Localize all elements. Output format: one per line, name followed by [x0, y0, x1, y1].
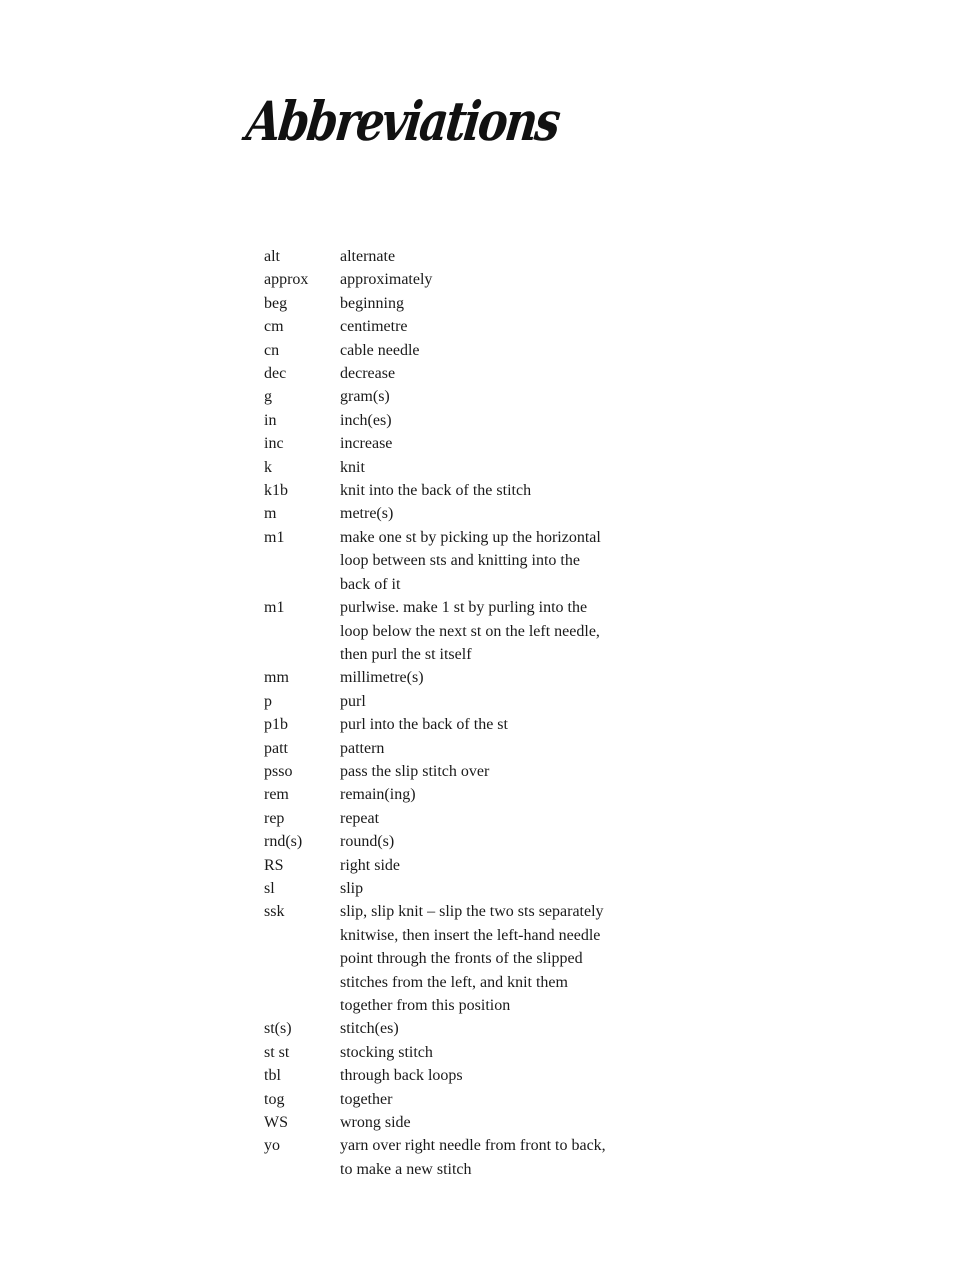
abbreviation-definition	[340, 1111, 640, 1134]
definition-line: millimetre(s)	[340, 669, 424, 687]
abbreviation-definition	[340, 268, 640, 291]
definition-line: yarn over right needle from front to back,	[340, 1137, 606, 1155]
abbreviation-entry	[264, 713, 684, 736]
abbreviation-entry	[264, 596, 684, 666]
page-title: Abbreviations	[243, 89, 562, 154]
abbreviation-term: m1	[264, 528, 285, 546]
definition-line: metre(s)	[340, 505, 394, 523]
abbreviation-term: alt	[264, 248, 280, 265]
abbreviation-entry	[264, 854, 684, 877]
definition-line: remain(ing)	[340, 786, 416, 804]
abbreviation-entry	[264, 292, 684, 315]
definition-line: gram(s)	[340, 388, 390, 406]
abbreviation-entry	[264, 666, 684, 689]
definition-line: centimetre	[340, 318, 408, 336]
abbreviation-entry	[264, 268, 684, 291]
abbreviation-definition	[340, 737, 640, 760]
definition-line: purl into the back of the st	[340, 716, 508, 734]
definition-line: point through the fronts of the slipped	[340, 950, 583, 968]
definition-line: knit	[340, 458, 365, 476]
abbreviation-term: approx	[264, 271, 309, 289]
abbreviation-entry	[264, 245, 684, 268]
abbreviation-definition	[340, 854, 640, 877]
definition-line: increase	[340, 435, 393, 453]
abbreviation-definition	[340, 807, 640, 830]
definition-line: approximately	[340, 271, 433, 289]
abbreviation-term: cm	[264, 318, 284, 336]
abbreviation-definition	[340, 713, 640, 736]
abbreviation-term: yo	[264, 1137, 280, 1155]
abbreviation-entry	[264, 1088, 684, 1111]
abbreviation-entry	[264, 385, 684, 408]
abbreviation-term: k1b	[264, 482, 288, 500]
abbreviation-entry	[264, 362, 684, 385]
abbreviation-entry	[264, 737, 684, 760]
abbreviation-term: sl	[264, 879, 275, 897]
abbreviation-entry	[264, 479, 684, 502]
definition-line: loop below the next st on the left needle,	[340, 622, 600, 640]
abbreviation-entry	[264, 783, 684, 806]
abbreviation-term: st(s)	[264, 1020, 292, 1038]
abbreviation-definition	[340, 502, 640, 525]
abbreviation-term: cn	[264, 341, 280, 359]
abbreviation-definition	[340, 526, 640, 596]
definition-line: slip, slip knit – slip the two sts separately	[340, 903, 604, 921]
abbreviation-term: in	[264, 411, 277, 429]
abbreviation-term: tbl	[264, 1067, 281, 1085]
definition-line: round(s)	[340, 833, 395, 851]
abbreviation-term: rnd(s)	[264, 833, 303, 851]
abbreviation-term: tog	[264, 1090, 285, 1108]
definition-line: decrease	[340, 365, 396, 383]
definition-line: alternate	[340, 248, 396, 265]
abbreviation-entry	[264, 1064, 684, 1087]
definition-line: slip	[340, 879, 364, 897]
definition-line: cable needle	[340, 341, 420, 359]
abbreviation-entry	[264, 1134, 684, 1181]
abbreviation-definition	[340, 245, 640, 268]
abbreviation-term: m	[264, 505, 277, 523]
abbreviation-term: WS	[264, 1114, 288, 1132]
abbreviation-definition	[340, 292, 640, 315]
definition-line: knit into the back of the stitch	[340, 482, 532, 500]
definition-line: then purl the st itself	[340, 645, 472, 663]
abbreviation-definition	[340, 1088, 640, 1111]
abbreviation-definition	[340, 385, 640, 408]
abbreviation-entry	[264, 807, 684, 830]
definition-line: through back loops	[340, 1067, 463, 1085]
abbreviation-term: k	[264, 458, 272, 476]
abbreviation-term: rep	[264, 809, 285, 827]
abbreviation-entry	[264, 760, 684, 783]
definition-line: to make a new stitch	[340, 1160, 472, 1178]
abbreviation-definition	[340, 830, 640, 853]
abbreviation-definition	[340, 456, 640, 479]
definition-line: together	[340, 1090, 393, 1108]
definition-line: stitches from the left, and knit them	[340, 973, 568, 991]
definition-line: purl	[340, 692, 366, 710]
abbreviation-entry	[264, 456, 684, 479]
abbreviation-term: psso	[264, 762, 293, 780]
abbreviation-term: m1	[264, 599, 285, 617]
abbreviation-entry	[264, 1017, 684, 1040]
abbreviation-definition	[340, 760, 640, 783]
definition-line: loop between sts and knitting into the	[340, 552, 580, 570]
abbreviation-term: dec	[264, 365, 287, 383]
definition-line: pattern	[340, 739, 385, 757]
definition-line: beginning	[340, 294, 404, 312]
abbreviation-entry	[264, 1111, 684, 1134]
abbreviation-entry	[264, 877, 684, 900]
abbreviation-entry	[264, 409, 684, 432]
abbreviation-definition	[340, 1064, 640, 1087]
abbreviation-term: rem	[264, 786, 289, 804]
definition-line: stitch(es)	[340, 1020, 399, 1038]
abbreviation-entry	[264, 830, 684, 853]
abbreviation-definition	[340, 877, 640, 900]
abbreviation-term: g	[264, 388, 272, 406]
abbreviation-definition	[340, 690, 640, 713]
abbreviation-term: patt	[264, 739, 288, 757]
abbreviation-term: p1b	[264, 716, 288, 734]
abbreviation-list	[264, 245, 684, 1181]
abbreviation-term: mm	[264, 669, 289, 687]
abbreviation-entry	[264, 315, 684, 338]
abbreviation-term: inc	[264, 435, 284, 453]
definition-line: stocking stitch	[340, 1043, 433, 1061]
abbreviation-definition	[340, 666, 640, 689]
abbreviation-definition	[340, 783, 640, 806]
abbreviation-definition	[340, 362, 640, 385]
abbreviation-entry	[264, 339, 684, 362]
abbreviation-entry	[264, 502, 684, 525]
abbreviation-term: beg	[264, 294, 288, 312]
definition-line: together from this position	[340, 997, 511, 1014]
abbreviation-entry	[264, 690, 684, 713]
abbreviation-definition	[340, 479, 640, 502]
abbreviation-definition	[340, 1017, 640, 1040]
abbreviation-definition	[340, 1134, 640, 1181]
abbreviation-term: ssk	[264, 903, 285, 921]
abbreviation-entry	[264, 432, 684, 455]
definition-line: inch(es)	[340, 411, 392, 429]
abbreviation-definition	[340, 1041, 640, 1064]
abbreviation-term: RS	[264, 856, 284, 874]
definition-line: make one st by picking up the horizontal	[340, 528, 601, 546]
definition-line: right side	[340, 856, 400, 874]
abbreviation-definition	[340, 315, 640, 338]
abbreviation-definition	[340, 409, 640, 432]
definition-line: repeat	[340, 809, 380, 827]
abbreviation-entry	[264, 1041, 684, 1064]
abbreviation-definition	[340, 596, 640, 666]
definition-line: purlwise. make 1 st by purling into the	[340, 599, 588, 617]
abbreviation-term: p	[264, 692, 272, 710]
definition-line: back of it	[340, 575, 401, 593]
abbreviation-entry	[264, 526, 684, 596]
abbreviation-term: st st	[264, 1043, 290, 1061]
abbreviation-entry	[264, 900, 684, 1017]
definition-line: wrong side	[340, 1114, 411, 1132]
definition-line: pass the slip stitch over	[340, 762, 490, 780]
abbreviation-definition	[340, 339, 640, 362]
abbreviation-definition	[340, 900, 640, 1017]
definition-line: knitwise, then insert the left-hand needle	[340, 926, 601, 944]
abbreviation-definition	[340, 432, 640, 455]
